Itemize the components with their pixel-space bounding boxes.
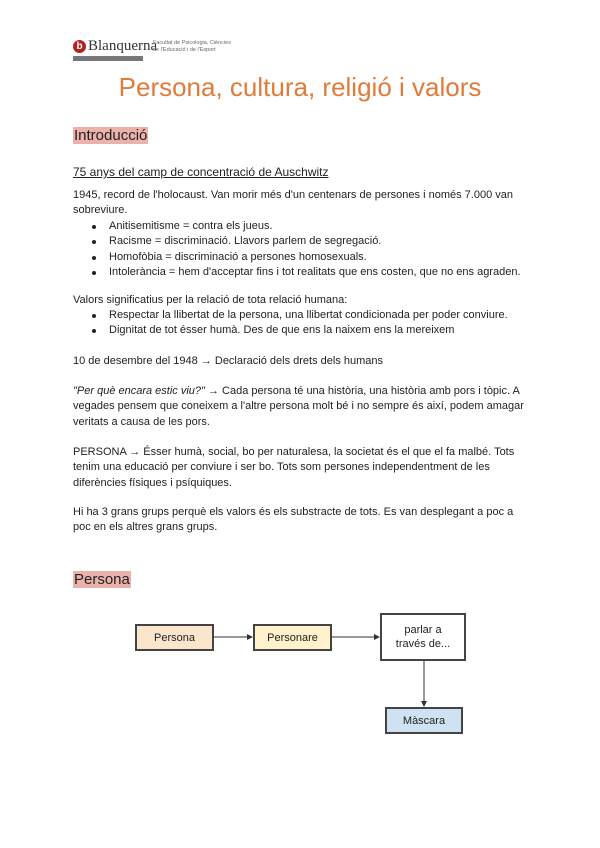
heading-introduccio: Introducció — [74, 127, 148, 144]
list-item: Dignitat de tot ésser humà. Des de que ens la naixem ens la mereixem — [73, 323, 553, 338]
list-item: Anitisemitisme = contra els jueus. — [73, 219, 533, 234]
list-item: Racisme = discriminació. Llavors parlem de segregació. — [73, 234, 533, 249]
list-item: Intolerància = hem d'acceptar fins i tot realitats que ens costen, que no ens agraden. — [73, 265, 533, 280]
list-item: Homofòbia = discriminació a persones homosexuals. — [73, 250, 533, 265]
logo-name: Blanquerna — [88, 38, 158, 54]
paragraph-valors: Valors significatius per la relació de tota relació humana: — [73, 294, 348, 306]
logo-mark-icon: b — [73, 40, 86, 53]
paragraph-grups: Hi ha 3 grans grups perquè els valors és els substracte de tots. Es van desplegant a poc a poc en els altres grans grups. — [73, 506, 514, 534]
paragraph-declaracio: 10 de desembre del 1948 → Declaració dels drets dels humans — [73, 355, 384, 367]
quote: "Per què encara estic viu?" — [73, 385, 205, 397]
quote-rest: → Cada persona té una història, una història amb pors i tòpic. A vegades pensem que coneixem a l'altre persona molt bé i no sempre és així, podem amagar veritats a causa de les pors. — [73, 385, 524, 428]
page-title: Persona, cultura, religió i valors — [118, 72, 482, 102]
logo-faculty: Facultat de Psicologia, Ciències de l'Educació i de l'Esport — [153, 40, 231, 53]
diagram-box-personare: Personare — [253, 624, 332, 651]
subheading-auschwitz: 75 anys del camp de concentració de Auschwitz — [73, 165, 329, 179]
paragraph-persona: PERSONA → Ésser humà, social, bo per naturalesa, la societat és el que el fa malbé. Tots tenim una educació per conviure i ser bo. Tots som persones independentment de les diferències físiques i psíquiques. — [73, 446, 515, 489]
diagram-box-mascara: Màscara — [385, 707, 463, 734]
list-item: Respectar la llibertat de la persona, una llibertat condicionada per poder conviure. — [73, 308, 553, 323]
paragraph-1945: 1945, record de l'holocaust. Van morir més d'un centenars de persones i només 7.000 van sobreviure. — [73, 189, 513, 217]
diagram-box-persona: Persona — [135, 624, 214, 651]
heading-persona: Persona — [74, 571, 130, 588]
diagram-box-parlar: parlar a través de... — [380, 613, 466, 661]
